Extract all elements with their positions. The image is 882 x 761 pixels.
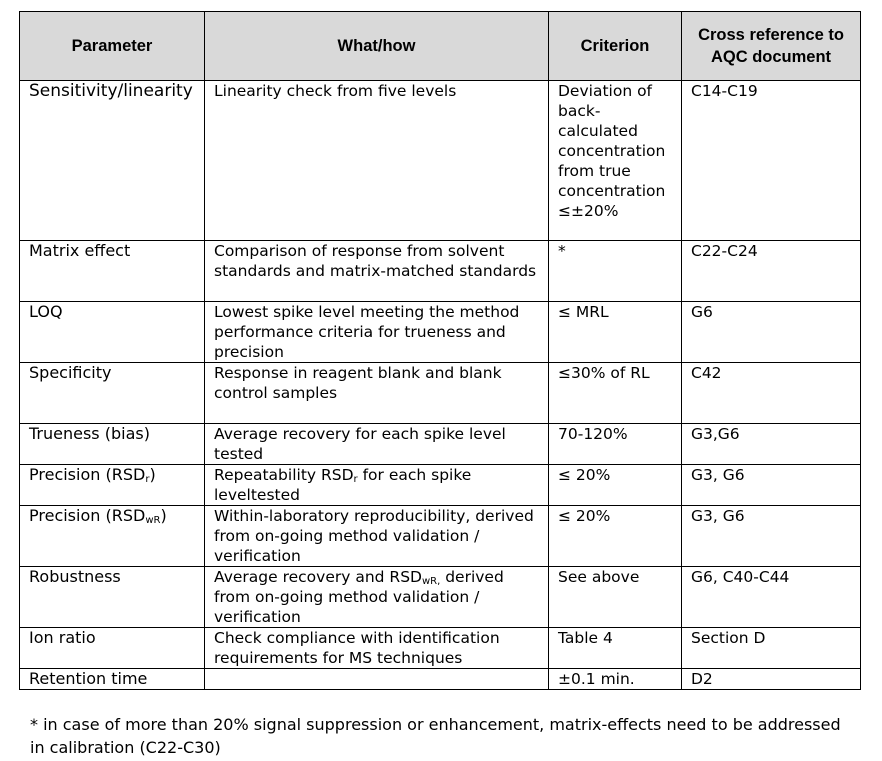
table-row bbox=[20, 628, 861, 669]
cell-criterion: ≤ 20% bbox=[549, 465, 682, 506]
header-cross-reference: Cross reference to AQC document bbox=[682, 12, 861, 81]
table-header-row bbox=[20, 12, 861, 81]
cell-cross-reference: G3, G6 bbox=[682, 465, 861, 506]
table-row bbox=[20, 363, 861, 424]
cell-criterion: 70-120% bbox=[549, 424, 682, 465]
cell-what-how: Comparison of response from solvent standards and matrix-matched standards bbox=[205, 241, 549, 302]
table-row bbox=[20, 669, 861, 690]
cell-criterion: See above bbox=[549, 567, 682, 628]
table-row bbox=[20, 424, 861, 465]
footnote: * in case of more than 20% signal suppression or enhancement, matrix-effects need to be addressed in calibration (C22-C30) bbox=[30, 715, 841, 757]
cell-criterion: Table 4 bbox=[549, 628, 682, 669]
cell-parameter: Sensitivity/linearity bbox=[20, 81, 205, 241]
cell-cross-reference: D2 bbox=[682, 669, 861, 690]
cell-what-how: Linearity check from five levels bbox=[205, 81, 549, 241]
cell-criterion: ≤ MRL bbox=[549, 302, 682, 363]
cell-cross-reference: G3, G6 bbox=[682, 506, 861, 567]
cell-parameter: Retention time bbox=[20, 669, 205, 690]
cell-criterion: ±0.1 min. bbox=[549, 669, 682, 690]
table-row bbox=[20, 241, 861, 302]
cell-criterion: * bbox=[549, 241, 682, 302]
cell-what-how: Average recovery for each spike level tested bbox=[205, 424, 549, 465]
cell-parameter: LOQ bbox=[20, 302, 205, 363]
cell-parameter: Precision $(RSD_{wR})$ bbox=[20, 506, 205, 567]
cell-cross-reference: Section D bbox=[682, 628, 861, 669]
cell-criterion: Deviation of back-calculated concentration from true concentration ≤±20% bbox=[549, 81, 682, 241]
cell-what-how: Check compliance with identification requirements for MS techniques bbox=[205, 628, 549, 669]
table-row bbox=[20, 567, 861, 628]
cell-cross-reference: C22-C24 bbox=[682, 241, 861, 302]
header-parameter: Parameter bbox=[20, 12, 205, 81]
cell-criterion: ≤ 20% bbox=[549, 506, 682, 567]
cell-cross-reference: C14-C19 bbox=[682, 81, 861, 241]
cell-criterion: ≤30% of RL bbox=[549, 363, 682, 424]
cell-parameter: Robustness bbox=[20, 567, 205, 628]
header-what-how: What/how bbox=[205, 12, 549, 81]
cell-what-how: Response in reagent blank and blank control samples bbox=[205, 363, 549, 424]
cell-parameter: Ion ratio bbox=[20, 628, 205, 669]
cell-cross-reference: C42 bbox=[682, 363, 861, 424]
table-row bbox=[20, 302, 861, 363]
cell-what-how: Lowest spike level meeting the method performance criteria for trueness and precision bbox=[205, 302, 549, 363]
parameter-table bbox=[19, 11, 861, 690]
cell-what-how bbox=[205, 669, 549, 690]
cell-parameter: Trueness (bias) bbox=[20, 424, 205, 465]
header-criterion: Criterion bbox=[549, 12, 682, 81]
table-row bbox=[20, 465, 861, 506]
cell-parameter: Specificity bbox=[20, 363, 205, 424]
cell-cross-reference: G3,G6 bbox=[682, 424, 861, 465]
table-row bbox=[20, 81, 861, 241]
cell-parameter: Matrix effect bbox=[20, 241, 205, 302]
cell-what-how: Within-laboratory reproducibility, derived from on-going method validation / verification bbox=[205, 506, 549, 567]
cell-cross-reference: G6 bbox=[682, 302, 861, 363]
cell-what-how: Repeatability $RSD_r$ for each spike leveltested bbox=[205, 465, 549, 506]
cell-cross-reference: G6, C40-C44 bbox=[682, 567, 861, 628]
cell-what-how: Average recovery and $RSD_{wR,}$ derived from on-going method validation / verification bbox=[205, 567, 549, 628]
table-row bbox=[20, 506, 861, 567]
cell-parameter: Precision $(RSD_r)$ bbox=[20, 465, 205, 506]
